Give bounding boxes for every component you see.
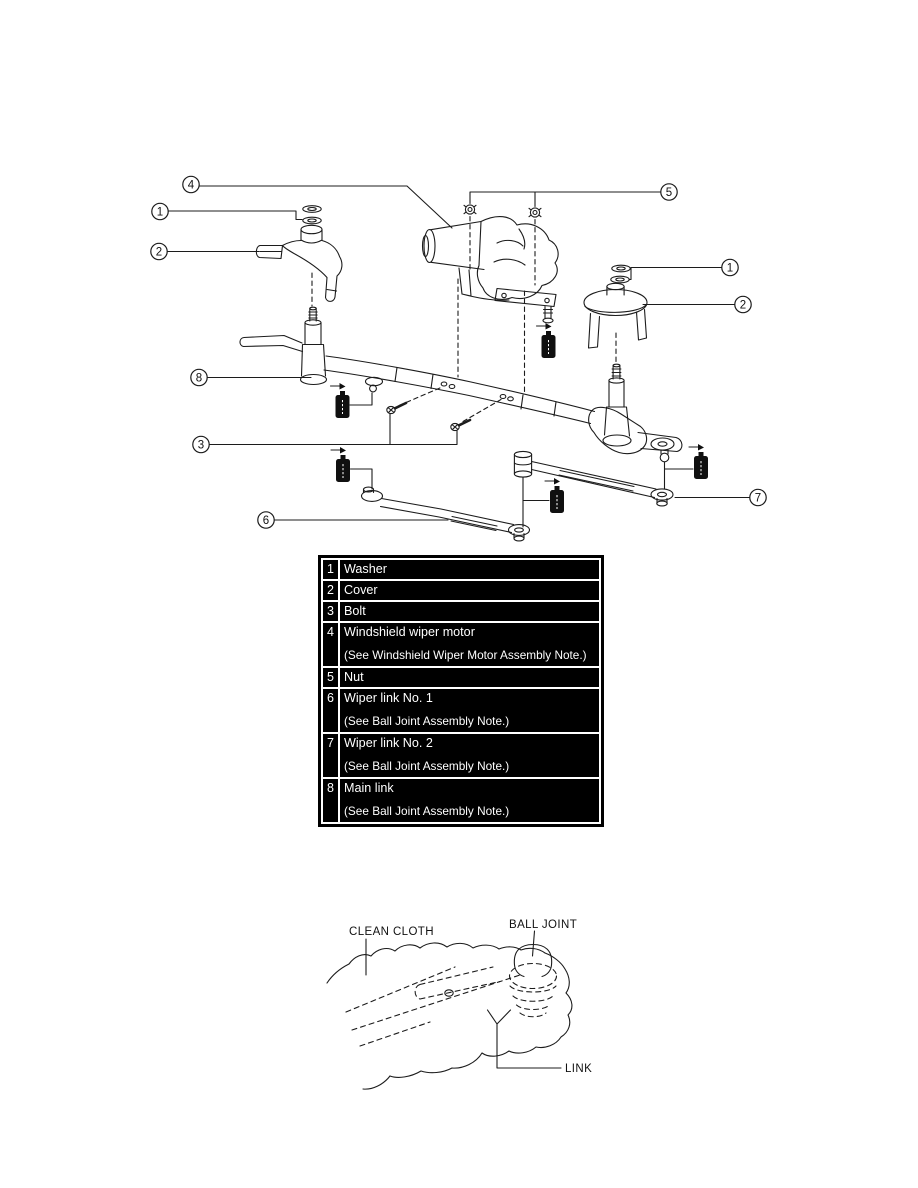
table-row [322, 778, 600, 823]
part-number: 7 [322, 733, 339, 778]
right-cover-drawing [584, 283, 647, 348]
part-number: 8 [322, 778, 339, 823]
part-number: 3 [322, 601, 339, 622]
callout-1-left [152, 203, 168, 219]
part-number: 6 [322, 688, 339, 733]
wiper-motor-drawing [423, 217, 559, 323]
part-name: Wiper link No. 1 [344, 691, 433, 705]
grease-bottle-icon [523, 478, 564, 528]
callout-6 [258, 512, 274, 528]
ball-joint-cloth-diagram [327, 919, 592, 1089]
callout-label: 1 [156, 206, 164, 219]
parts-table [321, 558, 601, 824]
wiper-link-2-drawing [514, 451, 673, 506]
callout-label: 6 [262, 515, 270, 527]
callout-8 [191, 369, 207, 385]
callout-2-right [735, 296, 751, 312]
washer-icon [303, 206, 321, 213]
link-leader-line [488, 1010, 562, 1068]
ball-joint-leader-line [533, 931, 535, 956]
clean-cloth-drawing [327, 943, 572, 1089]
callout-7 [750, 489, 766, 505]
part-number: 5 [322, 667, 339, 688]
nut-icon [529, 208, 541, 217]
grease-bottle-icon [331, 383, 373, 418]
part-note: (See Ball Joint Assembly Note.) [344, 759, 510, 773]
part-note: (See Ball Joint Assembly Note.) [344, 714, 510, 728]
part-name: Cover [344, 583, 378, 597]
part-number: 2 [322, 580, 339, 601]
part-name: Windshield wiper motor [344, 625, 475, 639]
callout-2-left [151, 243, 167, 259]
callout-label: 1 [726, 262, 734, 275]
link-label: LINK [565, 1063, 593, 1075]
table-row [322, 559, 600, 580]
callout-1-right [722, 259, 738, 275]
callout-label: 4 [187, 179, 195, 192]
part-number: 1 [322, 559, 339, 580]
callout-label: 7 [754, 492, 762, 505]
callout-4 [183, 176, 199, 192]
assembly-dashed-lines [312, 217, 616, 422]
washer-icon [611, 276, 629, 283]
part-note: (See Ball Joint Assembly Note.) [344, 804, 510, 818]
table-row [322, 622, 600, 667]
part-name: Washer [344, 562, 387, 576]
part-number: 4 [322, 622, 339, 667]
grease-bottle-icon [331, 447, 372, 489]
callout-label: 2 [155, 246, 163, 259]
callout-label: 8 [195, 372, 203, 385]
grease-bottle-icon [537, 323, 556, 358]
callout-label: 5 [665, 187, 673, 199]
left-pivot-drawing [240, 307, 327, 384]
callout-3 [193, 436, 209, 452]
callout-5 [661, 184, 677, 200]
ball-joint-label: BALL JOINT [509, 919, 578, 931]
washer-icon [303, 217, 321, 224]
nut-icon [464, 205, 476, 214]
callout-label: 2 [739, 299, 747, 312]
part-name: Wiper link No. 2 [344, 736, 433, 750]
washer-icon [612, 265, 630, 272]
left-cover-drawing [256, 225, 342, 301]
main-link-ball-stud [366, 377, 383, 392]
wiper-link-1-drawing [362, 487, 530, 541]
table-row [322, 733, 600, 778]
right-pivot-drawing [589, 364, 682, 462]
table-row [322, 688, 600, 733]
table-row [322, 580, 600, 601]
table-row [322, 667, 600, 688]
clean-cloth-label: CLEAN CLOTH [349, 926, 434, 938]
bolt-icon [451, 420, 470, 431]
part-name: Nut [344, 670, 364, 684]
callout-label: 3 [197, 439, 205, 452]
part-name: Bolt [344, 604, 366, 618]
part-name: Main link [344, 781, 394, 795]
part-note: (See Windshield Wiper Motor Assembly Note.) [344, 648, 587, 662]
main-link-bar-drawing [324, 356, 595, 424]
exploded-assembly-view [151, 176, 766, 541]
hidden-link-dashed-drawing [346, 967, 520, 1046]
bolt-icon [387, 403, 406, 414]
parts-legend-table [318, 555, 604, 827]
table-row [322, 601, 600, 622]
